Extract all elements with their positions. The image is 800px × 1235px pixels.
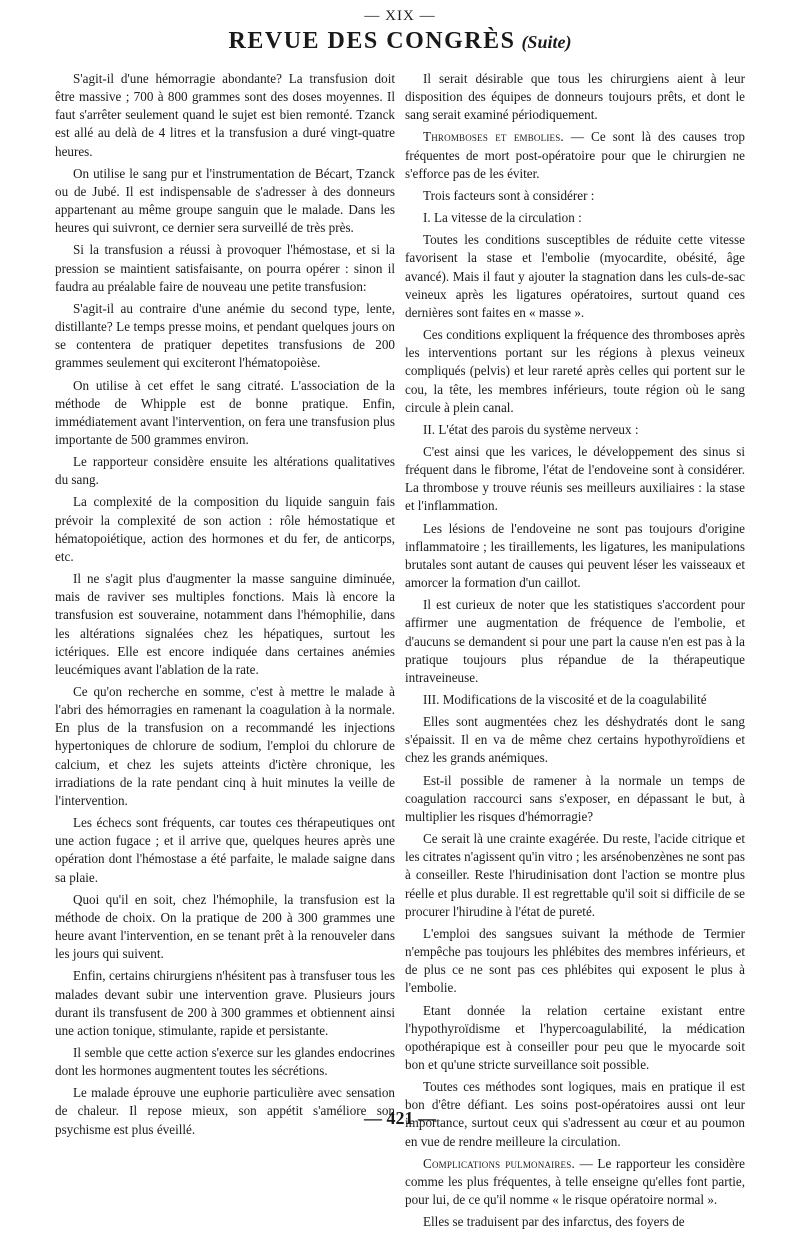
paragraph: Le malade éprouve une euphorie particulière avec sensation de chaleur. Il repose mieux, son appétit s'améliore son psychisme est plus éveillé. — [55, 1085, 395, 1137]
paragraph-text: Ces conditions expliquent la fréquence des thromboses après les interventions portant sur les régions à plexus veineux compliqués (pelvis) et leur rareté après celles qui portent sur le cou, la tête, les membres inférieurs, toute région où le sang circule à plein canal. — [405, 327, 745, 415]
paragraph — [405, 326, 745, 417]
paragraph-text: Il serait désirable que tous les chirurgiens aient à leur disposition des équipes de donneurs toujours prêts, et dont le sang serait examiné périodiquement. — [405, 71, 745, 123]
paragraph-text: — Le rapporteur les considère comme les plus fréquentes, à telle enseigne qu'elles font partie, pour lui, de ce qu'il nomme « le risque opératoire normal ». — [405, 1155, 745, 1208]
paragraph-text: Elles sont augmentées chez les déshydratés dont le sang s'épaissit. Il en va de même chez certains hypothyroïdiens et chez les grands anémiques. — [405, 714, 745, 766]
paragraph — [405, 520, 745, 593]
paragraph-text: — Ce sont là des causes trop fréquentes de mort post-opératoire pour que le chirurgien ne s'efforce pas de les éviter. — [405, 129, 745, 181]
paragraph — [405, 925, 745, 998]
paragraph — [405, 128, 745, 182]
paragraph — [405, 187, 745, 205]
paragraph: S'agit-il au contraire d'une anémie du second type, lente, distillante? Le temps presse moins, et pendant quelques jours on se contentera de pratiquer depetites transfusions de 200 grammes seulement qui exciteront l'hématopoièse. — [55, 300, 395, 371]
paragraph: Il ne s'agit plus d'augmenter la masse sanguine diminuée, mais de raviver ses multiples fonctions. Mais là encore la transfusion est souveraine, notamment dans l'hémophilie, dans les altérations signalées chez les hépatiques, surtout les ictériques. Elle est encore indiquée dans certaines anémies leucémiques avant l'ablation de la rate. — [55, 571, 395, 677]
title-main: REVUE DES CONGRÈS — [228, 28, 516, 54]
paragraph: Le rapporteur considère ensuite les altérations qualitatives du sang. — [55, 454, 395, 488]
paragraph: S'agit-il d'une hémorragie abondante? La transfusion doit être massive ; 700 à 800 grammes sont des doses moyennes. Il faut s'arrêter seulement quand le sujet est bien remonté. Tzanck est allé au delà de 4 litres et la transfusion a duré vingt-quatre heures. — [55, 71, 395, 159]
paragraph-text: III. Modifications de la viscosité et de la coagulabilité — [423, 692, 707, 707]
paragraph: La complexité de la composition du liquide sanguin fais prévoir la complexité de son action : rôle hémostatique et hématopoiétique, action des hormones et du fer, de anticorps, etc. — [55, 494, 395, 564]
paragraph-text: Trois facteurs sont à considérer : — [423, 187, 595, 203]
left-column — [55, 70, 395, 1143]
paragraph — [405, 70, 745, 124]
paragraph-text: Etant donnée la relation certaine existant entre l'hypothyroïdisme et l'hypercoagulabilité, la médication opothérapique est à conseiller pour peu que le myocarde soit bon et qu'une stricte surveillance soit possible. — [405, 1002, 745, 1072]
paragraph — [405, 1155, 745, 1209]
page-number: — 421 — — [364, 1108, 436, 1128]
paragraph-text: Les lésions de l'endoveine ne sont pas toujours d'origine inflammatoire ; les tiraillements, les ligatures, les manipulations brutales sont autant de causes qui peuvent léser les vaisseaux et amorcer la formation d'un caillot. — [405, 520, 745, 591]
paragraph — [405, 1002, 745, 1075]
section-heading: Thromboses et embolies. — [423, 129, 564, 145]
paragraph-text: L'emploi des sangsues suivant la méthode de Termier n'empêche pas toujours les phlébites des membres inférieurs, et de plus ce ne sont pas ces phlébites qui exposent le plus à l'embolie. — [405, 925, 745, 996]
paragraph: On utilise à cet effet le sang citraté. L'association de la méthode de Whipple est de bonne pratique. Enfin, immédiatement avant l'intervention, on fera une transfusion plus importante de 500 grammes environ. — [55, 377, 395, 447]
paragraph-text: II. L'état des parois du système nerveux : — [423, 421, 639, 437]
paragraph — [405, 231, 745, 322]
paragraph — [405, 1213, 745, 1231]
title-suffix: (Suite) — [521, 32, 572, 52]
paragraph: Si la transfusion a réussi à provoquer l'hémostase, et si la pression se maintient satisfaisante, on pourra opérer : sinon il faudra au préalable faire de nouveau une petite transfusion: — [55, 242, 395, 294]
right-column — [405, 70, 745, 1235]
paragraph-text: Ce serait là une crainte exagérée. Du reste, l'acide citrique et les citrates n'agissent qu'in vitro ; les arsénobenzènes ne sont pas à conseiller. Reste l'hirudinisation dont l'action se montre plus réelle et plus durable. Il est regrettable qu'il soit si difficile de se procurer l'hirudine à l'état de pureté. — [405, 831, 745, 919]
section-page-roman: — XIX — — [364, 8, 436, 24]
paragraph-text: Est-il possible de ramener à la normale un temps de coagulation raccourci sans s'exposer, en dépassant le but, à multiplier les risques d'hémorragie? — [405, 772, 745, 824]
paragraph — [405, 772, 745, 826]
paragraph — [405, 443, 745, 516]
page-title — [0, 28, 800, 55]
paragraph — [405, 209, 745, 227]
paragraph-text: C'est ainsi que les varices, le développement des sinus si fréquent dans le fibrome, l'état de l'endoveine sont à considérer. La thrombose y trouve réunis ses meilleurs auxiliaires : la stase et l'inflammation. — [405, 443, 745, 514]
paragraph — [405, 691, 745, 709]
paragraph-text: I. La vitesse de la circulation : — [423, 210, 582, 226]
paragraph — [405, 421, 745, 439]
paragraph-text: Toutes les conditions susceptibles de réduite cette vitesse favorisent la stase et l'embolie (myocardite, obésité, âge avancé). Mais il faut y ajouter la stagnation dans les culs-de-sac veineux après les ligatures opératoires, surtout quand ces dernières sont faites en « masse ». — [405, 232, 745, 320]
paragraph — [405, 713, 745, 767]
paragraph: Enfin, certains chirurgiens n'hésitent pas à transfuser tous les malades devant subir une intervention grave. Plusieurs jours durant ils transfusent de 200 à 300 grammes et obtiennent ainsi une action tonique, stimulante, rapide et persistante. — [55, 968, 395, 1038]
paragraph: Les échecs sont fréquents, car toutes ces thérapeutiques ont une action fugace ; et il arrive que, quelques heures après une opération dont l'hémostase a été parfaite, le malade saigne dans sa plaie. — [55, 815, 395, 885]
section-heading: Complications pulmonaires. — [423, 1155, 575, 1171]
paragraph — [405, 596, 745, 687]
paragraph-text: Il est curieux de noter que les statistiques s'accordent pour affirmer une augmentation de fréquence de l'embolie, et d'aucuns se demandent si pour une part la cause n'en est pas à la pratique toujours plus répandue de la thérapeutique intraveineuse. — [405, 597, 745, 685]
paragraph-text: Elles se traduisent par des infarctus, des foyers de — [423, 1214, 685, 1230]
paragraph: On utilise le sang pur et l'instrumentation de Bécart, Tzanck ou de Jubé. Il est indispensable de s'adresser à des donneurs appartenant au même groupe sanguin que le malade. Dans les heures qui suivront, ce dernier sera surveillé de très près. — [55, 165, 395, 236]
paragraph: Il semble que cette action s'exerce sur les glandes endocrines dont les hormones augmentent toutes les sécrétions. — [55, 1044, 395, 1079]
paragraph-text: Toutes ces méthodes sont logiques, mais en pratique il est bon d'être défiant. Les soins post-opératoires aussi ont leur importance, surtout ceux qui s'adressent au cœur et au poumon en vue de rendre meilleure la circulation. — [405, 1079, 745, 1149]
paragraph: Quoi qu'il en soit, chez l'hémophile, la transfusion est la méthode de choix. On la pratique de 200 à 300 grammes une heure avant l'intervention, en se tenant prêt à la renouveler dans les jours qui suivent. — [55, 891, 395, 962]
paragraph — [405, 830, 745, 921]
paragraph: Ce qu'on recherche en somme, c'est à mettre le malade à l'abri des hémorragies en ramenant la coagulation à la normale. En plus de la transfusion on a recommandé les injections hypertoniques de chlorure de sodium, l'emploi du chlorure de calcium, et chez les sujets atteints d'ictère chronique, les irradiations de la rate pendant cinq à huit minutes la veille de l'intervention. — [55, 684, 395, 808]
